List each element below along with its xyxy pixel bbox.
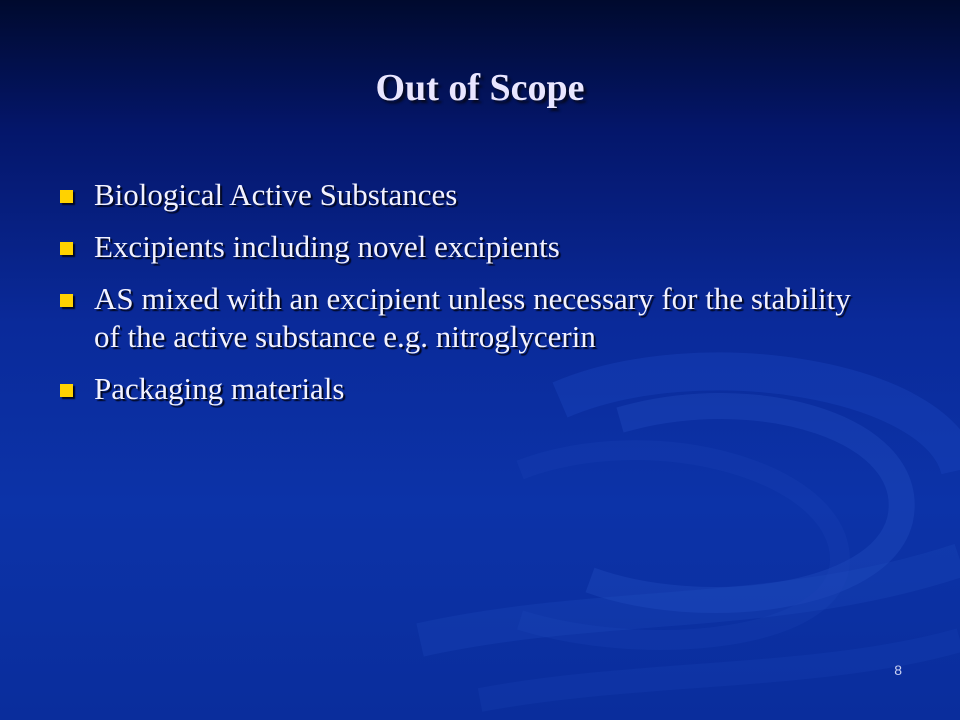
list-item bbox=[60, 228, 880, 266]
list-item bbox=[60, 370, 880, 408]
square-bullet-icon bbox=[60, 384, 73, 397]
list-item bbox=[60, 176, 880, 214]
square-bullet-icon bbox=[60, 242, 73, 255]
bullet-list bbox=[60, 176, 880, 422]
square-bullet-icon bbox=[60, 190, 73, 203]
list-item bbox=[60, 280, 880, 356]
bullet-text: AS mixed with an excipient unless necessary for the stability of the active substance e.g. nitroglycerin bbox=[94, 281, 851, 354]
bullet-text: Excipients including novel excipients bbox=[94, 229, 560, 264]
page-number: 8 bbox=[894, 662, 902, 678]
bullet-text: Packaging materials bbox=[94, 371, 345, 406]
bullet-text: Biological Active Substances bbox=[94, 177, 458, 212]
square-bullet-icon bbox=[60, 294, 73, 307]
slide-title: Out of Scope bbox=[375, 67, 585, 109]
